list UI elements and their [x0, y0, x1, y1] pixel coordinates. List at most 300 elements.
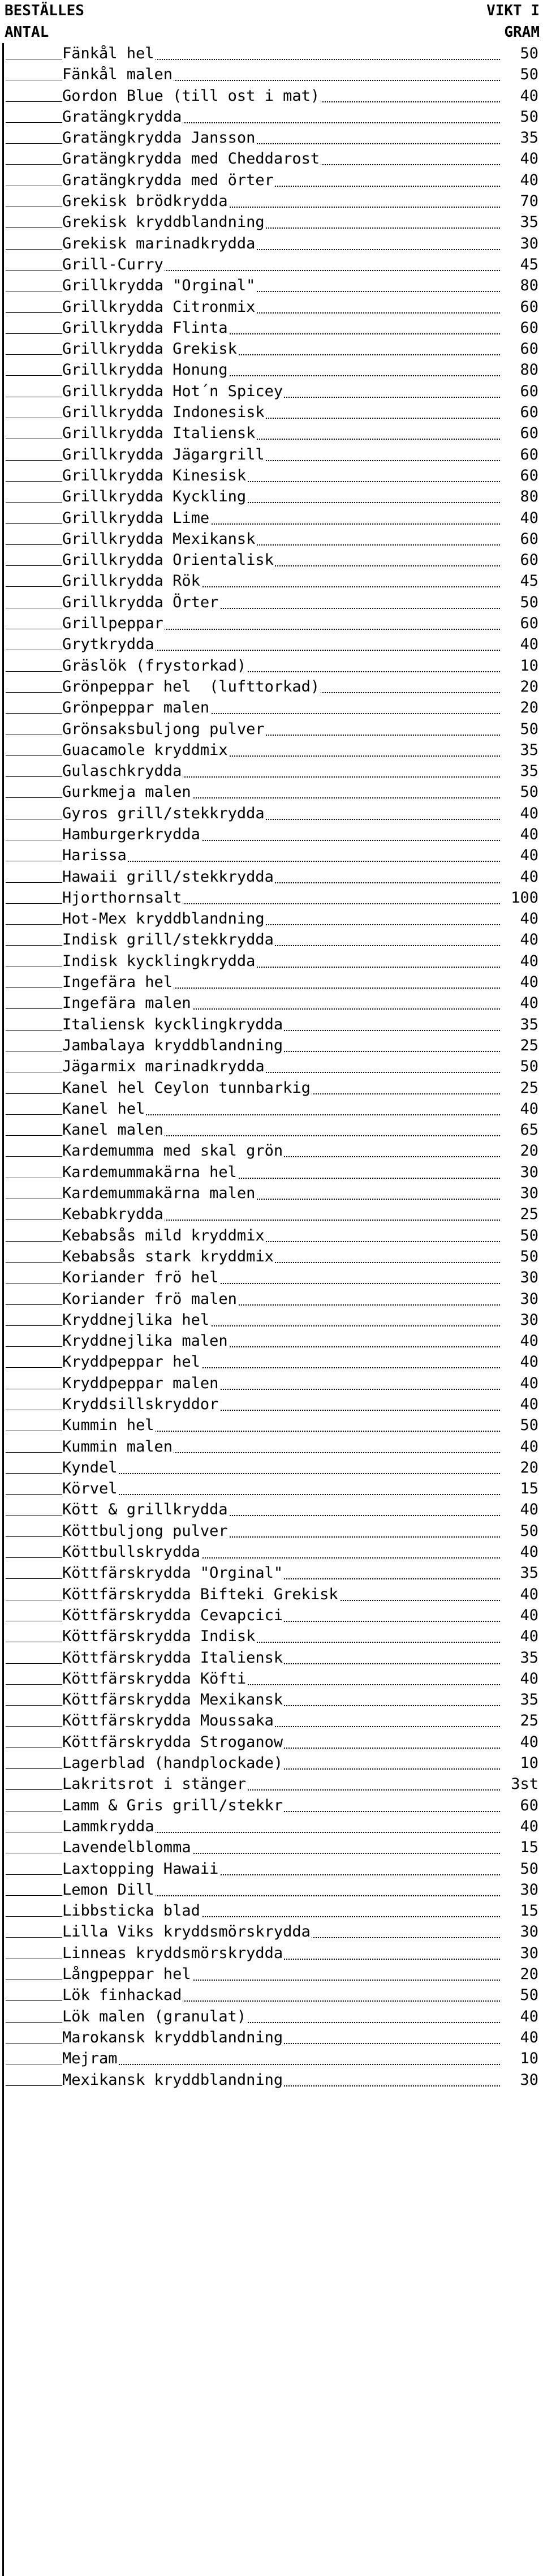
quantity-entry-field[interactable] [6, 164, 62, 165]
spice-name: Körvel [62, 1480, 118, 1498]
quantity-entry-field[interactable] [6, 1114, 62, 1115]
quantity-entry-field[interactable] [6, 1578, 62, 1579]
spice-weight: 40 [518, 868, 538, 886]
quantity-entry-field[interactable] [6, 375, 62, 376]
spice-row [0, 1943, 543, 1964]
spice-row [0, 148, 543, 169]
spice-weight: 50 [518, 1986, 538, 2004]
spice-name: Grillkrydda Kyckling [62, 488, 247, 506]
spice-name: Grillkrydda Citronmix [62, 298, 256, 316]
spice-row [0, 191, 543, 212]
spice-name: Grillpeppar [62, 615, 163, 633]
quantity-entry-field[interactable] [6, 143, 62, 144]
spice-name: Grillkrydda Mexikansk [62, 530, 256, 548]
spice-name: Köttfärskrydda Köfti [62, 1669, 247, 1688]
spice-name: Köttfärskrydda Indisk [62, 1628, 256, 1646]
spice-weight: 40 [518, 1607, 538, 1624]
spice-row [0, 1162, 543, 1183]
spice-row [0, 592, 543, 613]
spice-weight: 20 [518, 678, 538, 695]
spice-row [0, 824, 543, 845]
spice-weight: 35 [518, 1691, 538, 1708]
quantity-entry-field[interactable] [6, 122, 62, 123]
weight-column-title: VIKT I [486, 2, 540, 19]
spice-name: Kryddpeppar hel [62, 1353, 200, 1371]
spice-weight: 40 [518, 1100, 538, 1118]
quantity-entry-field[interactable] [6, 1093, 62, 1094]
spice-weight: 60 [518, 340, 538, 358]
spice-weight: 35 [518, 213, 538, 231]
spice-row [0, 275, 543, 296]
quantity-entry-field[interactable] [6, 2022, 62, 2023]
spice-weight: 80 [518, 488, 538, 505]
spice-weight: 40 [518, 1332, 538, 1350]
spice-weight: 25 [518, 1037, 538, 1054]
spice-row [0, 1879, 543, 1900]
quantity-entry-field[interactable] [6, 1346, 62, 1347]
quantity-entry-field[interactable] [6, 1874, 62, 1875]
spice-name: Grekisk marinadkrydda [62, 234, 256, 252]
spice-weight: 40 [518, 805, 538, 822]
spice-name: Grillkrydda Hot´n Spicey [62, 382, 283, 400]
quantity-entry-field[interactable] [6, 1473, 62, 1474]
spice-weight: 40 [518, 1733, 538, 1751]
spice-row [0, 85, 543, 106]
dotted-leader [62, 1494, 500, 1495]
quantity-column-title: ANTAL [5, 24, 49, 41]
spice-row [0, 1542, 543, 1562]
spice-name: Jambalaya kryddblandning [62, 1036, 283, 1054]
spice-weight: 25 [518, 1205, 538, 1223]
quantity-entry-field[interactable] [6, 1030, 62, 1031]
spice-name: Kryddpeppar malen [62, 1374, 219, 1392]
spice-name: Hot-Mex kryddblandning [62, 910, 265, 928]
quantity-entry-field[interactable] [6, 1916, 62, 1917]
spice-weight: 20 [518, 699, 538, 716]
quantity-entry-field[interactable] [6, 544, 62, 545]
spice-name: Jägarmix marinadkrydda [62, 1058, 265, 1076]
spice-name: Gordon Blue (till ost i mat) [62, 87, 320, 105]
spice-row [0, 1647, 543, 1668]
quantity-entry-field[interactable] [6, 1008, 62, 1009]
spice-name: Kardemumma med skal grön [62, 1142, 283, 1160]
spice-row [0, 1077, 543, 1098]
spice-weight: 60 [518, 446, 538, 463]
spice-name: Grillkrydda Örter [62, 593, 219, 611]
dotted-leader [62, 2064, 500, 2065]
spice-weight: 20 [518, 1142, 538, 1160]
spice-weight: 50 [518, 66, 538, 83]
quantity-entry-field[interactable] [6, 1557, 62, 1558]
spice-weight: 10 [518, 2050, 538, 2067]
spice-row [0, 2006, 543, 2027]
spice-name: Gräslök (frystorkad) [62, 656, 247, 675]
spice-name: Kanel malen [62, 1121, 163, 1139]
spice-row [0, 1900, 543, 1921]
spice-name: Grönsaksbuljong pulver [62, 720, 265, 738]
spice-row [0, 1584, 543, 1605]
spice-name: Kardemummakärna malen [62, 1184, 256, 1203]
spice-name: Hjorthornsalt [62, 888, 182, 907]
quantity-entry-field[interactable] [6, 502, 62, 503]
spice-row [0, 2070, 543, 2090]
quantity-entry-field[interactable] [6, 586, 62, 587]
spice-weight: 15 [518, 1480, 538, 1497]
quantity-entry-field[interactable] [6, 1684, 62, 1685]
quantity-entry-field[interactable] [6, 882, 62, 883]
quantity-entry-field[interactable] [6, 797, 62, 798]
spice-row [0, 782, 543, 802]
spice-row [0, 297, 543, 317]
spice-row [0, 508, 543, 529]
quantity-entry-field[interactable] [6, 2085, 62, 2086]
spice-name: Långpeppar hel [62, 1965, 191, 1983]
spice-weight: 60 [518, 424, 538, 442]
quantity-entry-field[interactable] [6, 671, 62, 672]
quantity-entry-field[interactable] [6, 713, 62, 714]
quantity-entry-field[interactable] [6, 101, 62, 102]
spice-row [0, 423, 543, 444]
spice-name: Grönpeppar malen [62, 699, 210, 717]
spice-row [0, 1499, 543, 1520]
spice-weight: 35 [518, 741, 538, 759]
spice-weight: 10 [518, 1754, 538, 1772]
spice-row [0, 1351, 543, 1372]
spice-row [0, 908, 543, 929]
spice-weight: 60 [518, 615, 538, 632]
spice-weight: 40 [518, 1543, 538, 1561]
spice-name: Köttfärskrydda Cevapcici [62, 1606, 283, 1624]
quantity-entry-field[interactable] [6, 903, 62, 904]
spice-row [0, 1056, 543, 1077]
spice-weight: 50 [518, 1860, 538, 1878]
spice-row [0, 1098, 543, 1119]
spice-weight: 65 [518, 1121, 538, 1139]
spice-row [0, 761, 543, 782]
spice-row [0, 170, 543, 191]
spice-weight: 30 [518, 1881, 538, 1899]
spice-name: Mexikansk kryddblandning [62, 2071, 283, 2089]
spice-weight: 3st [509, 1775, 538, 1793]
spice-name: Gyros grill/stekkrydda [62, 804, 265, 822]
spice-row [0, 697, 543, 718]
spice-weight: 40 [518, 509, 538, 527]
spice-weight: 40 [518, 847, 538, 864]
quantity-entry-field[interactable] [6, 945, 62, 946]
quantity-entry-field[interactable] [6, 1304, 62, 1305]
spice-weight: 30 [518, 1311, 538, 1329]
spice-row [0, 1626, 543, 1647]
spice-weight: 60 [518, 530, 538, 548]
spice-row [0, 1415, 543, 1436]
spice-weight: 40 [518, 171, 538, 189]
quantity-entry-field[interactable] [6, 776, 62, 777]
spice-weight: 20 [518, 1965, 538, 1983]
spice-row [0, 2048, 543, 2069]
spice-name: Kebabsås stark kryddmix [62, 1247, 274, 1265]
spice-row [0, 655, 543, 676]
spice-weight: 40 [518, 1501, 538, 1518]
quantity-entry-field[interactable] [6, 1325, 62, 1326]
spice-name: Kryddnejlika hel [62, 1311, 210, 1329]
quantity-entry-field[interactable] [6, 924, 62, 925]
spice-name: Lammkrydda [62, 1817, 154, 1835]
spice-row [0, 1689, 543, 1710]
spice-row [0, 338, 543, 359]
spice-row [0, 719, 543, 740]
spice-weight: 35 [518, 1649, 538, 1667]
spice-row [0, 1225, 543, 1246]
spice-weight: 40 [518, 910, 538, 928]
spice-name: Köttfärskrydda Moussaka [62, 1712, 274, 1730]
spice-weight: 25 [518, 1712, 538, 1729]
spice-weight: 70 [518, 192, 538, 210]
spice-row [0, 486, 543, 507]
spice-weight: 30 [518, 2071, 538, 2089]
quantity-entry-field[interactable] [6, 1494, 62, 1495]
spice-weight: 30 [518, 1269, 538, 1286]
spice-row [0, 613, 543, 634]
spice-row [0, 929, 543, 950]
spice-name: Lakritsrot i stänger [62, 1775, 247, 1793]
quantity-entry-field[interactable] [6, 354, 62, 355]
spice-weight: 50 [518, 45, 538, 62]
spice-weight: 40 [518, 994, 538, 1012]
quantity-entry-field[interactable] [6, 460, 62, 461]
quantity-entry-field[interactable] [6, 1536, 62, 1537]
spice-row [0, 127, 543, 148]
spice-weight: 100 [509, 889, 538, 907]
spice-row [0, 1436, 543, 1457]
quantity-entry-field[interactable] [6, 1937, 62, 1938]
spice-name: Kummin malen [62, 1437, 173, 1456]
spice-row [0, 549, 543, 570]
quantity-entry-field[interactable] [6, 227, 62, 228]
spice-name: Kanel hel [62, 1100, 145, 1118]
spice-weight: 30 [518, 1923, 538, 1940]
spice-name: Kardemummakärna hel [62, 1163, 237, 1181]
spice-name: Koriander frö hel [62, 1269, 219, 1287]
quantity-entry-field[interactable] [6, 481, 62, 482]
spice-name: Grytkrydda [62, 636, 154, 654]
spice-weight: 35 [518, 1564, 538, 1582]
spice-row [0, 444, 543, 465]
quantity-entry-field[interactable] [6, 312, 62, 313]
spice-weight: 40 [518, 1670, 538, 1688]
spice-weight: 40 [518, 952, 538, 970]
spice-name: Grill-Curry [62, 255, 163, 273]
spice-row [0, 866, 543, 887]
spice-weight: 25 [518, 1079, 538, 1097]
quantity-entry-field[interactable] [6, 1663, 62, 1664]
spice-name: Hawaii grill/stekkrydda [62, 868, 274, 886]
quantity-entry-field[interactable] [6, 1726, 62, 1727]
quantity-entry-field[interactable] [6, 692, 62, 693]
spice-weight: 40 [518, 1586, 538, 1603]
spice-name: Lagerblad (handplockade) [62, 1754, 283, 1772]
spice-row [0, 233, 543, 254]
spice-row [0, 1753, 543, 1774]
dotted-leader [62, 1473, 500, 1474]
spice-row [0, 529, 543, 549]
spice-name: Köttfärskrydda Stroganow [62, 1733, 283, 1751]
spice-name: Hamburgerkrydda [62, 825, 200, 843]
spice-name: Linneas kryddsmörskrydda [62, 1944, 283, 1962]
quantity-entry-field[interactable] [6, 1895, 62, 1896]
spice-weight: 60 [518, 551, 538, 569]
spice-name: Lavendelblomma [62, 1839, 191, 1857]
spice-name: Guacamole kryddmix [62, 741, 228, 759]
spice-row [0, 676, 543, 697]
spice-weight: 30 [518, 1944, 538, 1962]
spice-weight: 40 [518, 1396, 538, 1413]
spice-row [0, 1246, 543, 1267]
quantity-entry-field[interactable] [6, 1156, 62, 1157]
spice-name: Lök finhackad [62, 1986, 182, 2004]
spice-name: Köttfärskrydda Bifteki Grekisk [62, 1585, 338, 1603]
spice-order-list [0, 43, 543, 2090]
spice-weight: 40 [518, 2008, 538, 2025]
spice-name: Gratängkrydda Jansson [62, 129, 256, 147]
spice-name: Grillkrydda Orientalisk [62, 551, 274, 569]
spice-name: Köttbullskrydda [62, 1543, 200, 1561]
spice-weight: 35 [518, 762, 538, 780]
spice-row [0, 570, 543, 591]
quantity-entry-field[interactable] [6, 1367, 62, 1368]
quantity-entry-field[interactable] [6, 1135, 62, 1136]
quantity-entry-field[interactable] [6, 333, 62, 334]
spice-row [0, 1330, 543, 1351]
spice-weight: 40 [518, 150, 538, 168]
spice-weight: 40 [518, 826, 538, 843]
quantity-entry-field[interactable] [6, 270, 62, 271]
spice-weight: 40 [518, 1818, 538, 1835]
quantity-entry-field[interactable] [6, 1789, 62, 1790]
spice-name: Ingefära hel [62, 973, 173, 991]
spice-weight: 80 [518, 361, 538, 379]
quantity-entry-field[interactable] [6, 249, 62, 250]
spice-name: Gratängkrydda med Cheddarost [62, 150, 320, 168]
spice-row [0, 951, 543, 972]
spice-name: Gurkmeja malen [62, 783, 191, 801]
order-form-header [0, 0, 543, 43]
spice-weight: 50 [518, 720, 538, 738]
spice-name: Kryddsillskryddor [62, 1396, 219, 1413]
spice-row [0, 1183, 543, 1204]
spice-row [0, 845, 543, 866]
spice-name: Koriander frö malen [62, 1290, 237, 1308]
spice-name: Ingefära malen [62, 994, 191, 1012]
spice-row [0, 1373, 543, 1394]
quantity-entry-field[interactable] [6, 523, 62, 524]
spice-row [0, 1014, 543, 1035]
spice-weight: 50 [518, 594, 538, 611]
spice-name: Harissa [62, 847, 127, 865]
spice-row [0, 465, 543, 486]
quantity-entry-field[interactable] [6, 1241, 62, 1242]
spice-name: Köttfärskrydda "Orginal" [62, 1564, 283, 1582]
quantity-entry-field[interactable] [6, 1452, 62, 1453]
spice-name: Grillkrydda Lime [62, 509, 210, 527]
spice-row [0, 1732, 543, 1753]
quantity-entry-field[interactable] [6, 1768, 62, 1769]
spice-name: Italiensk kycklingkrydda [62, 1015, 283, 1033]
spice-weight: 40 [518, 931, 538, 948]
spice-row [0, 254, 543, 275]
spice-name: Grillkrydda Indonesisk [62, 403, 265, 422]
spice-weight: 40 [518, 87, 538, 105]
spice-row [0, 1140, 543, 1161]
spice-weight: 35 [518, 1016, 538, 1033]
spice-name: Grekisk brödkrydda [62, 192, 228, 211]
spice-name: Gulaschkrydda [62, 762, 182, 780]
spice-weight: 80 [518, 277, 538, 294]
spice-weight: 40 [518, 1353, 538, 1371]
quantity-entry-field[interactable] [6, 565, 62, 566]
spice-weight: 40 [518, 973, 538, 991]
quantity-entry-field[interactable] [6, 755, 62, 756]
spice-name: Grillkrydda Rök [62, 572, 200, 590]
spice-weight: 45 [518, 256, 538, 273]
spice-row [0, 803, 543, 824]
spice-name: Kött & grillkrydda [62, 1501, 228, 1519]
spice-weight: 60 [518, 298, 538, 316]
spice-row [0, 317, 543, 338]
spice-row [0, 1204, 543, 1225]
spice-weight: 50 [518, 1058, 538, 1075]
spice-weight: 60 [518, 383, 538, 400]
spice-name: Köttfärskrydda Mexikansk [62, 1691, 283, 1709]
spice-row [0, 1816, 543, 1837]
spice-row [0, 359, 543, 380]
spice-row [0, 64, 543, 85]
spice-name: Lamm & Gris grill/stekkr [62, 1796, 283, 1814]
spice-name: Köttfärskrydda Italiensk [62, 1648, 283, 1667]
spice-row [0, 1289, 543, 1310]
spice-name: Indisk grill/stekkrydda [62, 931, 274, 949]
spice-row [0, 1921, 543, 1942]
spice-name: Grillkrydda "Orginal" [62, 277, 256, 295]
order-column-title: BESTÄLLES [5, 2, 84, 19]
quantity-entry-field[interactable] [6, 1262, 62, 1263]
spice-row [0, 1394, 543, 1415]
spice-name: Kummin hel [62, 1416, 154, 1435]
spice-name: Indisk kycklingkrydda [62, 952, 256, 970]
spice-name: Grillkrydda Jägargrill [62, 445, 265, 463]
quantity-entry-field[interactable] [6, 1705, 62, 1706]
spice-row [0, 212, 543, 233]
quantity-entry-field[interactable] [6, 2000, 62, 2001]
spice-weight: 60 [518, 403, 538, 421]
spice-weight: 15 [518, 1902, 538, 1920]
spice-weight: 40 [518, 1438, 538, 1456]
spice-weight: 30 [518, 235, 538, 252]
spice-row [0, 1457, 543, 1478]
spice-row [0, 1964, 543, 1985]
spice-name: Grillkrydda Kinesisk [62, 466, 247, 484]
spice-row [0, 740, 543, 761]
spice-weight: 15 [518, 1839, 538, 1856]
spice-weight: 50 [518, 783, 538, 801]
spice-name: Libbsticka blad [62, 1902, 200, 1920]
spice-weight: 50 [518, 1227, 538, 1244]
spice-weight: 40 [518, 1628, 538, 1645]
spice-weight: 30 [518, 1290, 538, 1308]
spice-name: Kryddnejlika malen [62, 1332, 228, 1350]
spice-name: Laxtopping Hawaii [62, 1860, 219, 1878]
spice-row [0, 1985, 543, 2006]
spice-weight: 40 [518, 636, 538, 653]
